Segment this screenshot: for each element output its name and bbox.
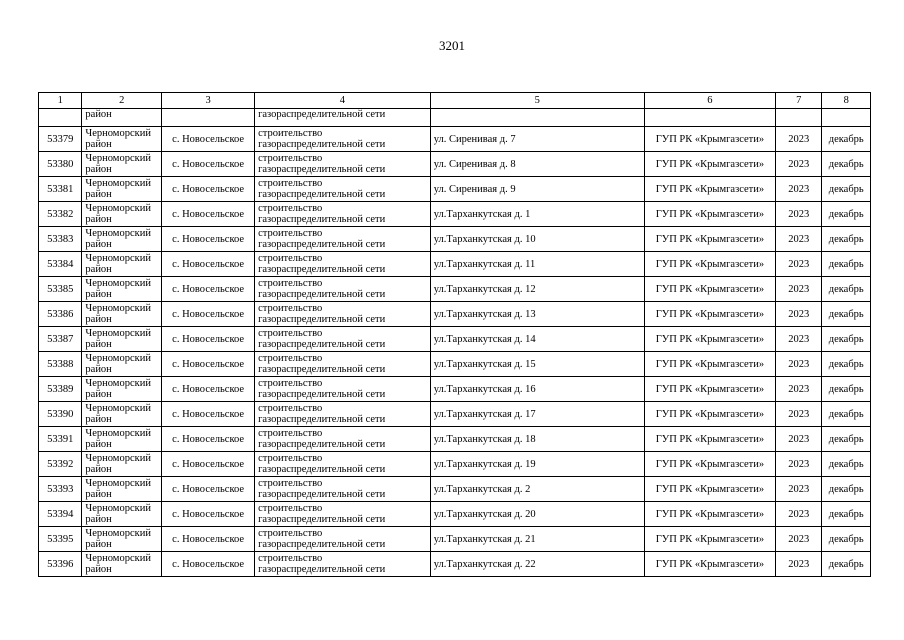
cell-district-line: Черноморский [85,503,151,514]
table-row [39,302,871,327]
cell-empty [162,109,255,127]
cell-work-line: газораспределительной сети [258,464,386,475]
cell-number: 53388 [39,352,82,377]
table-body [39,109,871,577]
cell-year: 2023 [776,402,822,427]
table-row [39,427,871,452]
cell-month: декабрь [822,227,871,252]
table-row [39,227,871,252]
cell-district-line: Черноморский [85,228,151,239]
cell-number: 53395 [39,527,82,552]
cell-month: декабрь [822,277,871,302]
cell-month: декабрь [822,502,871,527]
table-row [39,252,871,277]
column-header: 7 [776,93,822,109]
cell-organization: ГУП РК «Крымгазсети» [644,302,775,327]
cell-district [82,302,162,327]
cell-work-line: газораспределительной сети [258,364,386,375]
cell-district-line: Черноморский [85,153,151,164]
cell-work-line: газораспределительной сети [258,389,386,400]
cell-organization: ГУП РК «Крымгазсети» [644,552,775,577]
cell-work-line: строительство [258,128,323,139]
table-row [39,202,871,227]
cell-work-line: строительство [258,528,323,539]
table-row [39,177,871,202]
cell-district [82,152,162,177]
cell-district-line: Черноморский [85,553,151,564]
cell-district [82,127,162,152]
cell-work: газораспределительной сети [255,109,431,127]
cell-work [255,127,431,152]
cell-district-line: район [85,139,112,150]
page-number: 3201 [439,38,465,53]
cell-settlement: с. Новосельское [162,177,255,202]
cell-address: ул.Тарханкутская д. 10 [430,227,644,252]
cell-number: 53390 [39,402,82,427]
table-row [39,377,871,402]
column-header: 4 [255,93,431,109]
cell-work-line: строительство [258,153,323,164]
cell-work-line: строительство [258,378,323,389]
cell-number: 53382 [39,202,82,227]
cell-work-line: строительство [258,203,323,214]
cell-address: ул.Тарханкутская д. 17 [430,402,644,427]
cell-work-line: строительство [258,253,323,264]
cell-month: декабрь [822,352,871,377]
cell-empty [39,109,82,127]
cell-organization: ГУП РК «Крымгазсети» [644,327,775,352]
cell-work [255,352,431,377]
cell-organization: ГУП РК «Крымгазсети» [644,402,775,427]
cell-district-line: Черноморский [85,178,151,189]
cell-year: 2023 [776,227,822,252]
cell-settlement: с. Новосельское [162,277,255,302]
cell-settlement: с. Новосельское [162,502,255,527]
cell-work [255,202,431,227]
cell-district-line: район [85,289,112,300]
cell-year: 2023 [776,152,822,177]
cell-district [82,202,162,227]
cell-settlement: с. Новосельское [162,477,255,502]
table-row [39,152,871,177]
cell-district-line: район [85,414,112,425]
cell-work-line: газораспределительной сети [258,539,386,550]
cell-work [255,502,431,527]
cell-address: ул.Тарханкутская д. 11 [430,252,644,277]
cell-settlement: с. Новосельское [162,352,255,377]
cell-district-line: район [85,464,112,475]
cell-district-line: Черноморский [85,453,151,464]
cell-district-line: район [85,364,112,375]
cell-work-line: газораспределительной сети [258,189,386,200]
cell-settlement: с. Новосельское [162,152,255,177]
cell-district-line: Черноморский [85,328,151,339]
cell-organization: ГУП РК «Крымгазсети» [644,352,775,377]
table-row [39,552,871,577]
cell-work [255,302,431,327]
cell-work-line: строительство [258,228,323,239]
cell-year: 2023 [776,502,822,527]
cell-work-line: газораспределительной сети [258,139,386,150]
cell-year: 2023 [776,552,822,577]
cell-work-line: газораспределительной сети [258,314,386,325]
cell-work [255,327,431,352]
cell-number: 53389 [39,377,82,402]
cell-address: ул.Тарханкутская д. 12 [430,277,644,302]
cell-organization: ГУП РК «Крымгазсети» [644,177,775,202]
cell-empty [644,109,775,127]
cell-year: 2023 [776,202,822,227]
cell-organization: ГУП РК «Крымгазсети» [644,252,775,277]
cell-work-line: газораспределительной сети [258,214,386,225]
cell-district-line: район [85,264,112,275]
cell-work [255,527,431,552]
cell-organization: ГУП РК «Крымгазсети» [644,202,775,227]
cell-settlement: с. Новосельское [162,377,255,402]
cell-organization: ГУП РК «Крымгазсети» [644,152,775,177]
cell-year: 2023 [776,527,822,552]
cell-settlement: с. Новосельское [162,127,255,152]
cell-empty [776,109,822,127]
registry-table [38,92,871,577]
cell-work-line: газораспределительной сети [258,264,386,275]
cell-district [82,452,162,477]
continuation-row [39,109,871,127]
cell-district-line: Черноморский [85,203,151,214]
cell-district-line: район [85,489,112,500]
cell-month: декабрь [822,552,871,577]
column-header: 6 [644,93,775,109]
cell-work-line: газораспределительной сети [258,564,386,575]
cell-year: 2023 [776,127,822,152]
cell-month: декабрь [822,452,871,477]
cell-work-line: строительство [258,178,323,189]
cell-address: ул.Тарханкутская д. 15 [430,352,644,377]
cell-district-line: Черноморский [85,303,151,314]
cell-work-line: строительство [258,453,323,464]
table-row [39,452,871,477]
cell-year: 2023 [776,177,822,202]
cell-district: район [82,109,162,127]
cell-work-line: строительство [258,553,323,564]
cell-district-line: район [85,164,112,175]
cell-work [255,152,431,177]
cell-district-line: район [85,239,112,250]
cell-address: ул.Тарханкутская д. 16 [430,377,644,402]
cell-work-line: газораспределительной сети [258,339,386,350]
cell-number: 53383 [39,227,82,252]
cell-settlement: с. Новосельское [162,427,255,452]
cell-work-line: газораспределительной сети [258,489,386,500]
cell-work-line: газораспределительной сети [258,439,386,450]
cell-district-line: район [85,514,112,525]
cell-address: ул. Сиренивая д. 9 [430,177,644,202]
cell-year: 2023 [776,252,822,277]
cell-month: декабрь [822,202,871,227]
cell-number: 53396 [39,552,82,577]
cell-district [82,477,162,502]
cell-district [82,252,162,277]
cell-address: ул.Тарханкутская д. 14 [430,327,644,352]
cell-address: ул.Тарханкутская д. 19 [430,452,644,477]
cell-district-line: Черноморский [85,528,151,539]
cell-work-line: строительство [258,403,323,414]
cell-district-line: Черноморский [85,353,151,364]
cell-address: ул.Тарханкутская д. 21 [430,527,644,552]
table-row [39,502,871,527]
cell-district-line: Черноморский [85,403,151,414]
cell-district-line: Черноморский [85,428,151,439]
cell-work-line: строительство [258,503,323,514]
cell-number: 53387 [39,327,82,352]
cell-number: 53379 [39,127,82,152]
column-header: 5 [430,93,644,109]
cell-work [255,402,431,427]
cell-month: декабрь [822,177,871,202]
cell-organization: ГУП РК «Крымгазсети» [644,127,775,152]
cell-number: 53380 [39,152,82,177]
cell-work-line: строительство [258,428,323,439]
cell-year: 2023 [776,302,822,327]
cell-district-line: район [85,189,112,200]
cell-settlement: с. Новосельское [162,227,255,252]
cell-number: 53381 [39,177,82,202]
cell-empty [822,109,871,127]
cell-address: ул.Тарханкутская д. 20 [430,502,644,527]
cell-work-line: строительство [258,353,323,364]
cell-month: декабрь [822,377,871,402]
cell-year: 2023 [776,452,822,477]
table-row [39,277,871,302]
cell-district-line: район [85,439,112,450]
cell-organization: ГУП РК «Крымгазсети» [644,377,775,402]
cell-work-line: газораспределительной сети [258,164,386,175]
cell-work-line: строительство [258,278,323,289]
cell-address: ул.Тарханкутская д. 18 [430,427,644,452]
cell-month: декабрь [822,152,871,177]
cell-district [82,502,162,527]
cell-work-line: газораспределительной сети [258,514,386,525]
table-row [39,327,871,352]
cell-work-line: газораспределительной сети [258,239,386,250]
cell-month: декабрь [822,427,871,452]
cell-district [82,177,162,202]
cell-work [255,252,431,277]
cell-year: 2023 [776,377,822,402]
cell-work [255,452,431,477]
cell-work-line: строительство [258,303,323,314]
cell-work [255,177,431,202]
cell-address: ул. Сиренивая д. 8 [430,152,644,177]
cell-month: декабрь [822,302,871,327]
cell-work [255,477,431,502]
table-row [39,352,871,377]
cell-address: ул.Тарханкутская д. 22 [430,552,644,577]
cell-district [82,427,162,452]
cell-month: декабрь [822,327,871,352]
cell-year: 2023 [776,477,822,502]
cell-number: 53392 [39,452,82,477]
cell-district-line: район [85,389,112,400]
cell-settlement: с. Новосельское [162,527,255,552]
cell-district-line: Черноморский [85,478,151,489]
cell-organization: ГУП РК «Крымгазсети» [644,277,775,302]
cell-year: 2023 [776,352,822,377]
cell-address: ул.Тарханкутская д. 2 [430,477,644,502]
cell-year: 2023 [776,327,822,352]
cell-work-line: газораспределительной сети [258,414,386,425]
cell-work-line: строительство [258,478,323,489]
cell-work [255,227,431,252]
cell-district [82,552,162,577]
cell-district-line: Черноморский [85,278,151,289]
table-row [39,127,871,152]
cell-work [255,377,431,402]
column-header: 2 [82,93,162,109]
cell-address: ул.Тарханкутская д. 13 [430,302,644,327]
cell-district-line: Черноморский [85,253,151,264]
cell-settlement: с. Новосельское [162,402,255,427]
cell-settlement: с. Новосельское [162,552,255,577]
table-row [39,477,871,502]
cell-month: декабрь [822,527,871,552]
table-row [39,527,871,552]
cell-organization: ГУП РК «Крымгазсети» [644,502,775,527]
cell-district [82,227,162,252]
cell-district [82,527,162,552]
cell-district [82,327,162,352]
cell-month: декабрь [822,477,871,502]
cell-district-line: район [85,314,112,325]
cell-month: декабрь [822,252,871,277]
cell-district-line: район [85,564,112,575]
cell-district [82,277,162,302]
cell-settlement: с. Новосельское [162,202,255,227]
table-header [39,93,871,109]
cell-district [82,352,162,377]
cell-number: 53391 [39,427,82,452]
cell-settlement: с. Новосельское [162,327,255,352]
cell-month: декабрь [822,127,871,152]
cell-number: 53386 [39,302,82,327]
column-header: 1 [39,93,82,109]
cell-district-line: район [85,339,112,350]
cell-organization: ГУП РК «Крымгазсети» [644,527,775,552]
cell-settlement: с. Новосельское [162,252,255,277]
cell-settlement: с. Новосельское [162,452,255,477]
cell-work-line: строительство [258,328,323,339]
header-row [39,93,871,109]
cell-number: 53393 [39,477,82,502]
cell-number: 53394 [39,502,82,527]
cell-work-line: газораспределительной сети [258,289,386,300]
cell-district-line: район [85,214,112,225]
cell-address: ул.Тарханкутская д. 1 [430,202,644,227]
cell-organization: ГУП РК «Крымгазсети» [644,427,775,452]
cell-year: 2023 [776,277,822,302]
table-row [39,402,871,427]
cell-district-line: район [85,539,112,550]
cell-empty [430,109,644,127]
cell-year: 2023 [776,427,822,452]
cell-month: декабрь [822,402,871,427]
cell-settlement: с. Новосельское [162,302,255,327]
cell-address: ул. Сиренивая д. 7 [430,127,644,152]
cell-district-line: Черноморский [85,378,151,389]
cell-organization: ГУП РК «Крымгазсети» [644,227,775,252]
column-header: 3 [162,93,255,109]
cell-district-line: Черноморский [85,128,151,139]
cell-number: 53384 [39,252,82,277]
cell-work [255,427,431,452]
cell-work [255,277,431,302]
cell-district [82,402,162,427]
cell-work [255,552,431,577]
cell-organization: ГУП РК «Крымгазсети» [644,477,775,502]
column-header: 8 [822,93,871,109]
cell-district [82,377,162,402]
cell-organization: ГУП РК «Крымгазсети» [644,452,775,477]
cell-number: 53385 [39,277,82,302]
